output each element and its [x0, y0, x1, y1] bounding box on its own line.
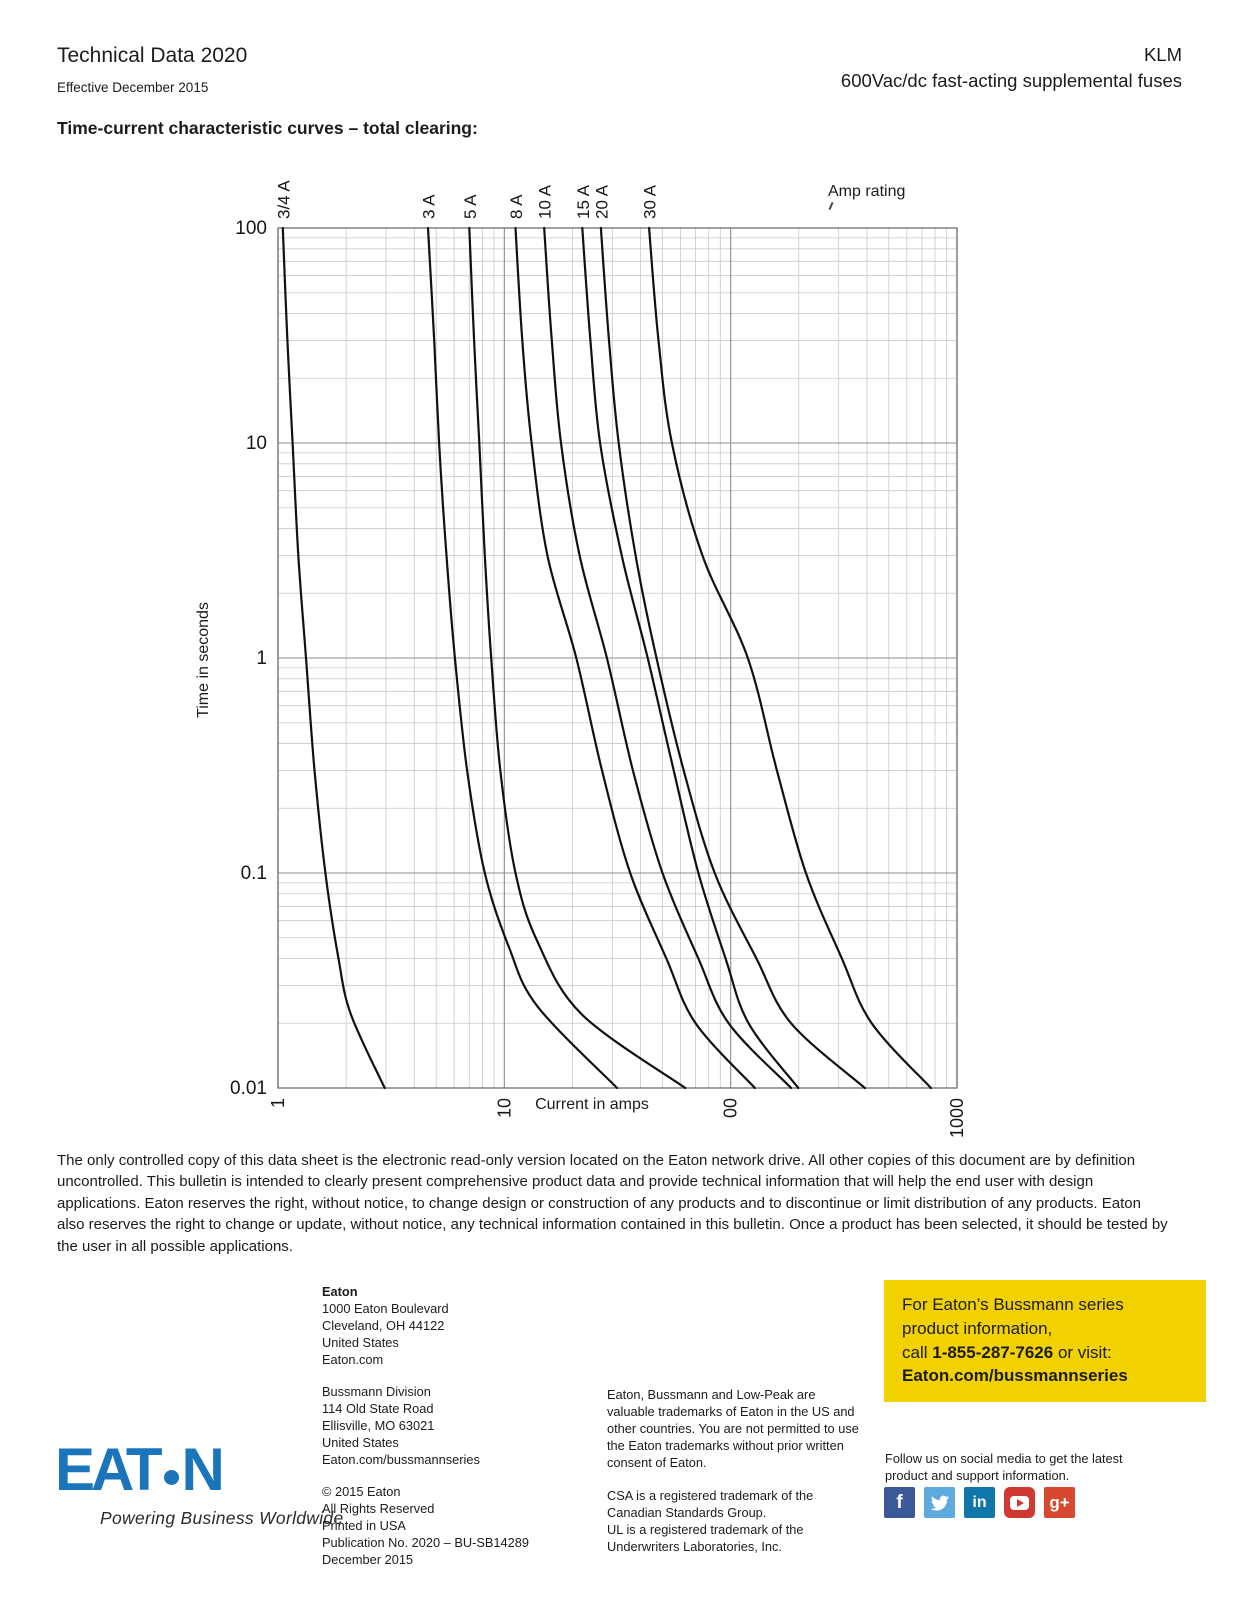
- disclaimer-paragraph: The only controlled copy of this data sheet is the electronic read-only version located on the Eaton network drive. All other copies of this document are by definition uncontrolled. This bulletin is intended to clearly present comprehensive product data and provide technical information that will help the end user with design applications. Eaton reserves the right, without notice, to change design or construction of any products and to discontinue or limit distribution of any products. Eaton also reserves the right to change or update, without notice, any technical information contained in this bulletin. Once a product has been selected, it should be tested by the user in all possible applications.: [57, 1152, 1168, 1255]
- eaton-logo-text: EAT: [55, 1436, 159, 1503]
- follow-us-text: Follow us on social media to get the latest product and support information.: [885, 1451, 1123, 1484]
- eaton-address-line: Cleveland, OH 44122: [322, 1318, 445, 1334]
- eaton-logo: [55, 1436, 221, 1503]
- curve-label: 15 A: [573, 184, 593, 219]
- eaton-logo-dot: [164, 1470, 179, 1485]
- promo-box: [884, 1280, 1206, 1402]
- address-column: [322, 1283, 529, 1583]
- trademark-paragraph: Eaton, Bussmann and Low-Peak are valuable trademarks of Eaton in the US and other countries. You are not permitted to use the Eaton trademarks without prior written consent of Eaton.: [607, 1387, 859, 1471]
- ul-trademark-line: UL is a registered trademark of the Underwriters Laboratories, Inc.: [607, 1522, 804, 1555]
- bussmann-website-link[interactable]: Eaton.com/bussmannseries: [322, 1452, 480, 1468]
- y-tick-label: 1: [256, 648, 267, 669]
- y-tick-label: 100: [235, 218, 267, 239]
- eaton-logo-text: N: [181, 1436, 221, 1503]
- x-tick-label: 00: [720, 1098, 741, 1119]
- eaton-address-line: United States: [322, 1335, 399, 1351]
- bussmann-address-line: Ellisville, MO 63021: [322, 1418, 435, 1434]
- doc-title: Technical Data 2020: [57, 44, 248, 67]
- bussmann-address-line: 114 Old State Road: [322, 1401, 434, 1417]
- csa-trademark-line: CSA is a registered trademark of the Canadian Standards Group.: [607, 1488, 814, 1521]
- curve-label: 20 A: [592, 184, 612, 219]
- curve-label: 30 A: [640, 184, 660, 219]
- twitter-icon[interactable]: [924, 1487, 955, 1518]
- doc-effective-date: Effective December 2015: [57, 80, 209, 95]
- copyright-line: December 2015: [322, 1552, 414, 1568]
- y-tick-label: 0.1: [240, 863, 267, 884]
- trademark-column: [607, 1386, 861, 1571]
- social-icons-row: [884, 1487, 1075, 1518]
- x-tick-label: 10: [494, 1098, 515, 1119]
- chart-section-title: Time-current characteristic curves – total clearing:: [57, 118, 478, 138]
- copyright-line: © 2015 Eaton: [322, 1484, 401, 1500]
- x-tick-label: 1: [268, 1098, 288, 1109]
- registered-trademark-block: [607, 1487, 861, 1555]
- product-name: KLM: [1143, 44, 1182, 65]
- promo-link[interactable]: Eaton.com/bussmannseries: [902, 1366, 1128, 1386]
- copyright-line: All Rights Reserved: [322, 1501, 435, 1517]
- googleplus-icon[interactable]: g+: [1044, 1487, 1075, 1518]
- x-axis-title: Current in amps: [535, 1096, 649, 1113]
- bussmann-address-line: United States: [322, 1435, 399, 1451]
- eaton-address-name: Eaton: [322, 1284, 358, 1299]
- y-axis-title: Time in seconds: [195, 602, 212, 718]
- eaton-address-line: 1000 Eaton Boulevard: [322, 1301, 449, 1317]
- y-tick-label: 0.01: [230, 1078, 267, 1099]
- eaton-website-link[interactable]: Eaton.com: [322, 1352, 384, 1368]
- curve-label: 3 A: [419, 194, 439, 219]
- curve-label: 3/4 A: [274, 180, 294, 219]
- eaton-tagline: Powering Business Worldwide: [100, 1508, 344, 1528]
- promo-line: For Eaton’s Bussmann series: [902, 1295, 1124, 1314]
- x-tick-label: 1000: [947, 1098, 967, 1139]
- y-tick-label: 10: [245, 433, 267, 454]
- twitter-bird-glyph: [929, 1492, 951, 1514]
- bussmann-address-line: Bussmann Division: [322, 1384, 431, 1400]
- promo-line: product information,: [902, 1318, 1053, 1338]
- copyright-block: [322, 1483, 529, 1568]
- product-header: [841, 42, 1182, 94]
- product-description: 600Vac/dc fast-acting supplemental fuses: [840, 69, 1182, 91]
- linkedin-icon[interactable]: in: [964, 1487, 995, 1518]
- amp-rating-annotation: Amp rating: [828, 183, 906, 200]
- youtube-play-glyph: [1010, 1496, 1029, 1510]
- facebook-icon[interactable]: f: [884, 1487, 915, 1518]
- youtube-icon[interactable]: [1004, 1487, 1035, 1518]
- copyright-line: Printed in USA: [322, 1518, 406, 1534]
- curve-label: 8 A: [506, 194, 526, 219]
- tcc-chart-svg: [190, 148, 990, 1150]
- curve-label: 10 A: [535, 184, 555, 219]
- curve-label: 5 A: [460, 194, 480, 219]
- promo-call-line: call 1-855-287-7626 or visit:: [902, 1342, 1112, 1362]
- eaton-address-block: [322, 1283, 529, 1368]
- promo-phone-number[interactable]: 1-855-287-7626: [932, 1342, 1054, 1362]
- publication-number: Publication No. 2020 – BU-SB14289: [322, 1535, 530, 1551]
- bussmann-address-block: [322, 1383, 529, 1468]
